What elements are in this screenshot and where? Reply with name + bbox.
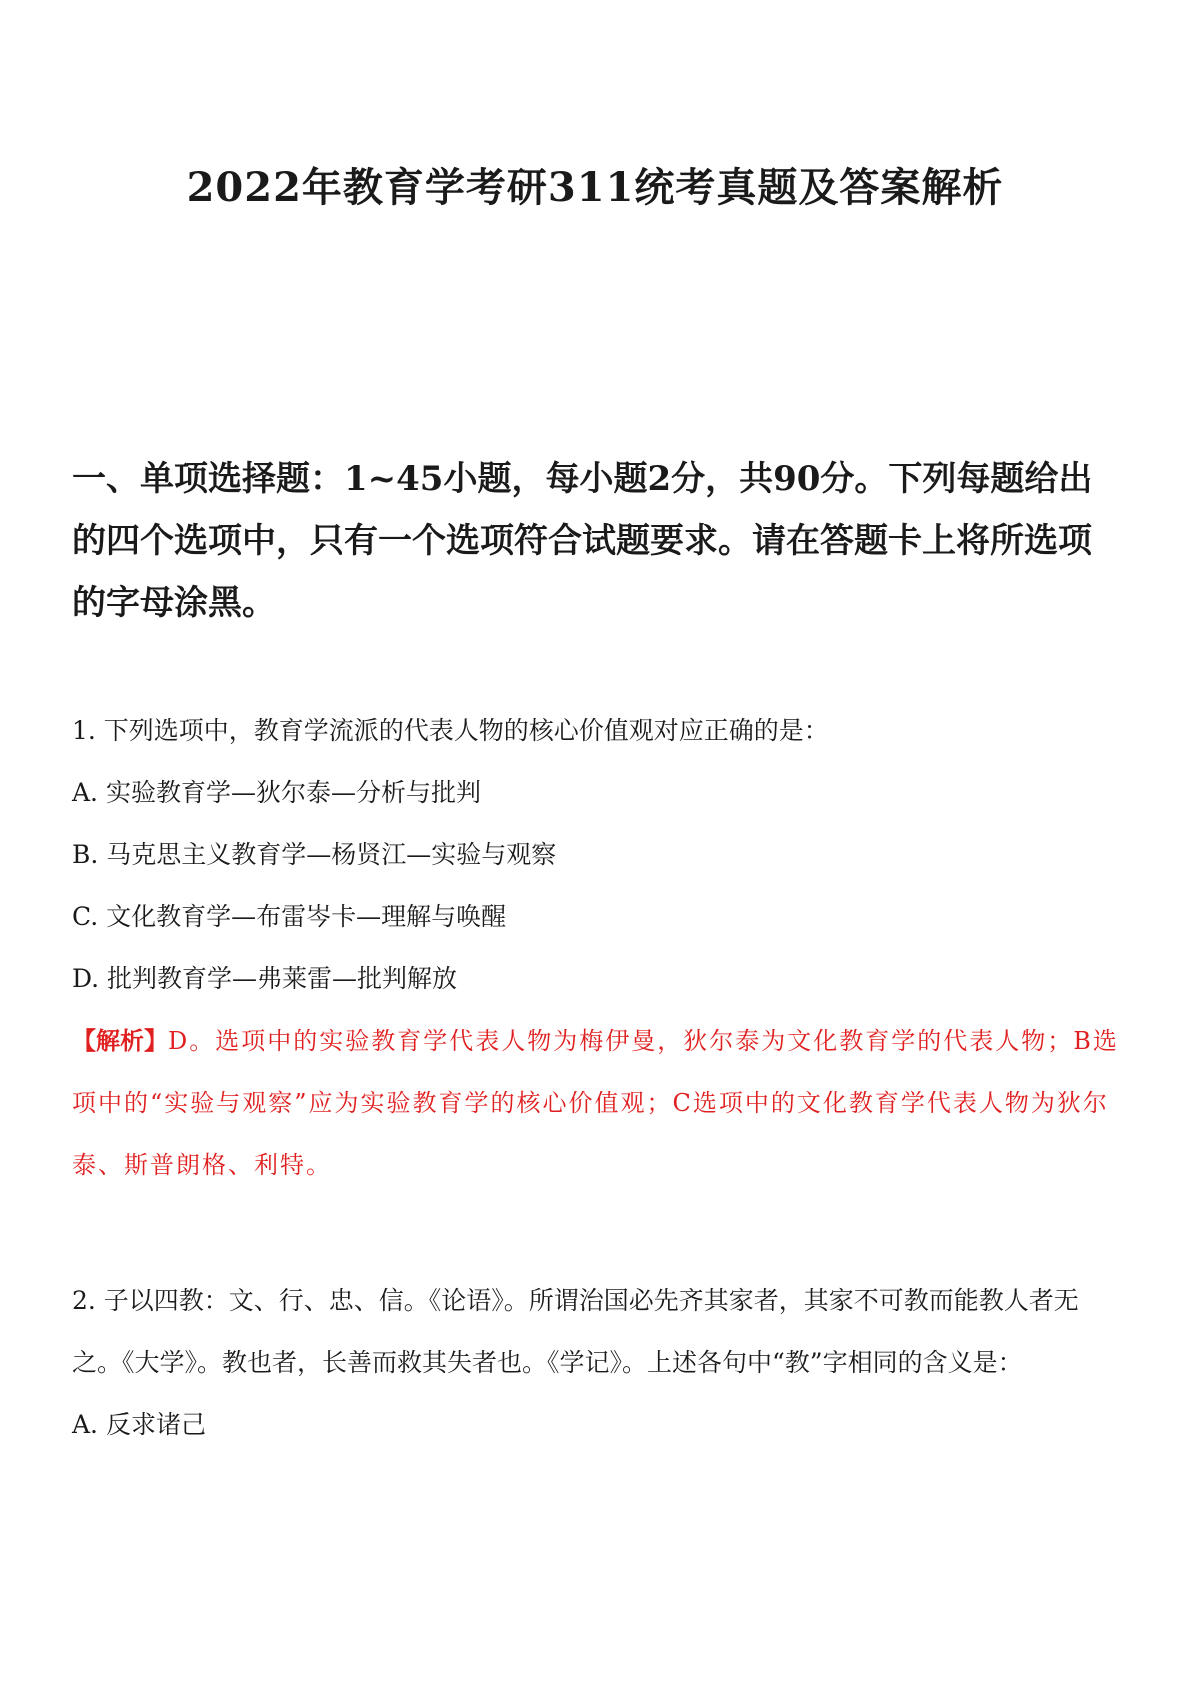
option-a: A. 实验教育学—狄尔泰—分析与批判 [72, 778, 481, 807]
analysis-text: D。选项中的实验教育学代表人物为梅伊曼，狄尔泰为文化教育学的代表人物；B选项中的“实验与观察”应为实验教育学的核心价值观；C选项中的文化教育学代表人物为狄尔泰、斯普朗格、利特。 [72, 1027, 1119, 1179]
option-c: C. 文化教育学—布雷岑卡—理解与唤醒 [72, 902, 507, 931]
answer-analysis [72, 1010, 1122, 1196]
option-b: B. 马克思主义教育学—杨贤江—实验与观察 [72, 840, 557, 869]
option-a: A. 反求诸己 [72, 1410, 206, 1439]
question-1 [72, 700, 1122, 1196]
section-heading: 一、单项选择题：1~45小题，每小题2分，共90分。下列每题给出的四个选项中，只有一个选项符合试题要求。请在答题卡上将所选项的字母涂黑。 [72, 459, 1093, 623]
option-d: D. 批判教育学—弗莱雷—批判解放 [72, 964, 458, 993]
question-stem: 2. 子以四教：文、行、忠、信。《论语》。所谓治国必先齐其家者，其家不可教而能教人者无之。《大学》。教也者，长善而救其失者也。《学记》。上述各句中“教”字相同的含义是： [72, 1286, 1079, 1377]
question-2 [72, 1270, 1122, 1456]
question-stem: 1. 下列选项中，教育学流派的代表人物的核心价值观对应正确的是： [72, 716, 829, 745]
document-title: 2022年教育学考研311统考真题及答案解析 [186, 164, 1004, 211]
analysis-tag: 【解析】 [72, 1026, 168, 1055]
